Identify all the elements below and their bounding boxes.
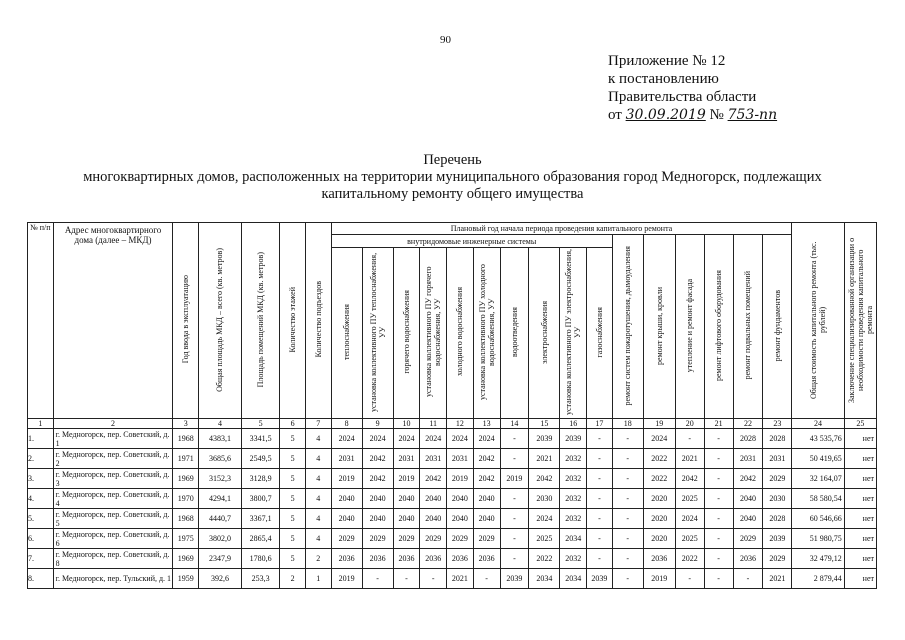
annex-line2: к постановлению: [608, 71, 719, 87]
table-cell: 2021: [763, 569, 792, 589]
address-cell: г. Медногорск, пер. Советский, д. 1: [53, 429, 173, 449]
table-cell: 2020: [643, 509, 675, 529]
table-cell: 2029: [331, 529, 362, 549]
table-cell: 2042: [362, 449, 393, 469]
table-row: [28, 549, 877, 569]
table-cell: 32 164,07: [792, 469, 844, 489]
annex-header: [608, 52, 777, 124]
header-address: Адрес многоквартирного дома (далее – МКД): [53, 223, 173, 419]
table-cell: 2029: [420, 529, 447, 549]
table-cell: 2029: [447, 529, 474, 549]
table-cell: нет: [844, 489, 876, 509]
table-cell: 2040: [473, 509, 500, 529]
annex-number: 753-пп: [727, 107, 778, 123]
column-number: 25: [844, 419, 876, 429]
table-cell: нет: [844, 549, 876, 569]
table-cell: 7.: [28, 549, 54, 569]
table-cell: нет: [844, 509, 876, 529]
address-cell: г. Медногорск, пер. Тульский, д. 1: [53, 569, 173, 589]
table-cell: 2040: [331, 509, 362, 529]
header-cost: Общая стоимость капитального ремонта (тыс. рублей): [792, 223, 844, 419]
table-cell: 4: [305, 469, 331, 489]
column-number: 3: [173, 419, 199, 429]
table-cell: 2029: [393, 529, 420, 549]
title-line3: капитальному ремонту общего имущества: [321, 186, 584, 202]
table-cell: 2021: [675, 449, 704, 469]
table-cell: 2040: [393, 509, 420, 529]
header-sub-electricity-meter: установка коллективного ПУ электроснабжения, УУ: [560, 248, 587, 419]
table-cell: 1968: [173, 509, 199, 529]
table-cell: 4294,1: [199, 489, 242, 509]
table-cell: 2025: [675, 529, 704, 549]
table-cell: 253,3: [241, 569, 279, 589]
table-cell: 2032: [560, 469, 587, 489]
table-cell: 2031: [393, 449, 420, 469]
table-row: [28, 469, 877, 489]
table-cell: 2039: [763, 529, 792, 549]
table-cell: 3152,3: [199, 469, 242, 489]
address-cell: г. Медногорск, пер. Советский, д. 3: [53, 469, 173, 489]
address-cell: г. Медногорск, пер. Советский, д. 2: [53, 449, 173, 469]
table-cell: -: [362, 569, 393, 589]
table-cell: 1969: [173, 469, 199, 489]
table-cell: 2024: [362, 429, 393, 449]
table-cell: 3.: [28, 469, 54, 489]
table-cell: 1959: [173, 569, 199, 589]
table-cell: 2024: [529, 509, 560, 529]
header-sub-sewerage: водоотведения: [500, 248, 529, 419]
table-cell: 2024: [473, 429, 500, 449]
table-cell: 3367,1: [241, 509, 279, 529]
table-cell: 3341,5: [241, 429, 279, 449]
column-number: 4: [199, 419, 242, 429]
table-cell: -: [704, 489, 733, 509]
header-foundation: ремонт фундаментов: [763, 235, 792, 419]
table-cell: 2040: [733, 509, 763, 529]
header-sub-electricity: электроснабжения: [529, 248, 560, 419]
column-number: 6: [280, 419, 306, 429]
page-number: 90: [440, 34, 451, 46]
table-cell: -: [704, 449, 733, 469]
table-cell: 6.: [28, 529, 54, 549]
table-cell: 2029: [733, 529, 763, 549]
header-year: Год ввода в эксплуатацию: [173, 223, 199, 419]
address-cell: г. Медногорск, пер. Советский, д. 8: [53, 549, 173, 569]
table-cell: 58 580,54: [792, 489, 844, 509]
table-cell: 5.: [28, 509, 54, 529]
header-sub-heating-meter: установка коллективного ПУ теплоснабжения, УУ: [362, 248, 393, 419]
table-cell: 2042: [675, 469, 704, 489]
document-title: [30, 152, 875, 203]
table-cell: 2042: [529, 469, 560, 489]
column-number: 13: [473, 419, 500, 429]
table-row: [28, 449, 877, 469]
table-cell: 2032: [560, 509, 587, 529]
table-cell: 2040: [420, 489, 447, 509]
table-cell: 2028: [733, 429, 763, 449]
table-cell: -: [704, 469, 733, 489]
table-cell: 2024: [643, 429, 675, 449]
table-cell: 4: [305, 529, 331, 549]
table-cell: 2034: [560, 529, 587, 549]
table-cell: -: [500, 429, 529, 449]
table-cell: 2039: [587, 569, 613, 589]
table-cell: -: [500, 489, 529, 509]
table-cell: 2032: [560, 449, 587, 469]
table-cell: 2036: [393, 549, 420, 569]
table-cell: 2034: [560, 569, 587, 589]
table-cell: 2042: [420, 469, 447, 489]
table-cell: 2020: [643, 489, 675, 509]
header-planned-year: Плановый год начала периода проведения капитального ремонта: [331, 223, 792, 235]
table-cell: 2020: [643, 529, 675, 549]
table-cell: 2031: [331, 449, 362, 469]
header-internal-systems: внутридомовые инженерные системы: [331, 235, 612, 248]
table-cell: 2042: [733, 469, 763, 489]
table-cell: 2031: [447, 449, 474, 469]
table-cell: 2.: [28, 449, 54, 469]
column-number: 24: [792, 419, 844, 429]
houses-table: [27, 222, 877, 589]
table-cell: -: [587, 469, 613, 489]
table-cell: 5: [280, 509, 306, 529]
table-row: [28, 489, 877, 509]
table-cell: 2021: [529, 449, 560, 469]
table-cell: -: [587, 549, 613, 569]
table-cell: 5: [280, 469, 306, 489]
table-cell: 2347,9: [199, 549, 242, 569]
header-sub-cold-water-meter: установка коллективного ПУ холодного водоснабжения, УУ: [473, 248, 500, 419]
table-cell: -: [675, 429, 704, 449]
annex-date: 30.09.2019: [625, 107, 706, 123]
header-lift: ремонт лифтового оборудования: [704, 235, 733, 419]
table-cell: 2021: [447, 569, 474, 589]
column-number: 7: [305, 419, 331, 429]
table-cell: 2: [305, 549, 331, 569]
column-number: 16: [560, 419, 587, 429]
column-number: 19: [643, 419, 675, 429]
table-cell: 4: [305, 449, 331, 469]
table-cell: 2030: [763, 489, 792, 509]
table-cell: 1970: [173, 489, 199, 509]
table-cell: 2029: [473, 529, 500, 549]
table-cell: -: [393, 569, 420, 589]
table-cell: нет: [844, 429, 876, 449]
header-fire: ремонт систем пожаротушения, дымоудаления: [612, 235, 643, 419]
table-cell: 1.: [28, 429, 54, 449]
table-cell: 2024: [675, 509, 704, 529]
table-cell: 2022: [675, 549, 704, 569]
table-cell: нет: [844, 449, 876, 469]
header-facade: утепление и ремонт фасада: [675, 235, 704, 419]
table-cell: нет: [844, 529, 876, 549]
annex-no: №: [709, 107, 724, 123]
table-cell: 2025: [675, 489, 704, 509]
table-cell: -: [587, 449, 613, 469]
header-sub-gas: газоснабжения: [587, 248, 613, 419]
column-number: 17: [587, 419, 613, 429]
table-cell: 2019: [643, 569, 675, 589]
table-cell: 2022: [529, 549, 560, 569]
table-cell: 2042: [473, 449, 500, 469]
header-roof: ремонт крыши, кровли: [643, 235, 675, 419]
table-cell: -: [704, 429, 733, 449]
table-cell: -: [704, 509, 733, 529]
table-cell: 2040: [473, 489, 500, 509]
table-cell: нет: [844, 469, 876, 489]
table-cell: 2042: [362, 469, 393, 489]
table-cell: 2039: [560, 429, 587, 449]
table-cell: 2028: [763, 429, 792, 449]
table-cell: 2024: [393, 429, 420, 449]
table-cell: 5: [280, 429, 306, 449]
table-cell: -: [420, 569, 447, 589]
table-cell: 2: [280, 569, 306, 589]
table-cell: 2019: [331, 569, 362, 589]
header-sub-hot-water: горячего водоснабжения: [393, 248, 420, 419]
table-cell: 2029: [362, 529, 393, 549]
table-cell: 5: [280, 549, 306, 569]
header-sub-heating: теплоснабжения: [331, 248, 362, 419]
table-cell: 4440,7: [199, 509, 242, 529]
table-cell: 2019: [331, 469, 362, 489]
table-cell: 2040: [362, 489, 393, 509]
table-cell: 2040: [447, 489, 474, 509]
table-cell: -: [587, 489, 613, 509]
table-cell: 2036: [643, 549, 675, 569]
column-number: 14: [500, 419, 529, 429]
table-cell: 4383,1: [199, 429, 242, 449]
table-cell: 4: [305, 429, 331, 449]
table-cell: 2040: [733, 489, 763, 509]
table-cell: 2031: [763, 449, 792, 469]
table-cell: 4.: [28, 489, 54, 509]
table-cell: нет: [844, 569, 876, 589]
table-cell: 2019: [393, 469, 420, 489]
table-cell: 2024: [447, 429, 474, 449]
column-number: 2: [53, 419, 173, 429]
table-cell: -: [612, 569, 643, 589]
table-cell: 2036: [473, 549, 500, 569]
table-cell: 60 546,66: [792, 509, 844, 529]
table-cell: -: [704, 569, 733, 589]
table-cell: 2031: [733, 449, 763, 469]
table-cell: 2036: [362, 549, 393, 569]
table-cell: -: [473, 569, 500, 589]
table-cell: -: [612, 509, 643, 529]
table-cell: 1969: [173, 549, 199, 569]
table-cell: 2040: [447, 509, 474, 529]
table-cell: 392,6: [199, 569, 242, 589]
column-number: 21: [704, 419, 733, 429]
table-cell: 3800,7: [241, 489, 279, 509]
column-number: 20: [675, 419, 704, 429]
table-cell: -: [733, 569, 763, 589]
table-cell: 2022: [643, 449, 675, 469]
column-number: 18: [612, 419, 643, 429]
table-cell: 2034: [529, 569, 560, 589]
annex-line3: Правительства области: [608, 89, 757, 105]
table-cell: 2040: [393, 489, 420, 509]
address-cell: г. Медногорск, пер. Советский, д. 6: [53, 529, 173, 549]
column-number: 10: [393, 419, 420, 429]
table-cell: 50 419,65: [792, 449, 844, 469]
table-cell: 2019: [447, 469, 474, 489]
table-cell: -: [612, 469, 643, 489]
column-number: 23: [763, 419, 792, 429]
table-cell: -: [612, 449, 643, 469]
header-entrances: Количество подъездов: [305, 223, 331, 419]
table-cell: 2030: [529, 489, 560, 509]
table-cell: 1: [305, 569, 331, 589]
column-number-row: [28, 419, 877, 429]
header-basement: ремонт подвальных помещений: [733, 235, 763, 419]
table-cell: -: [704, 529, 733, 549]
table-cell: 2549,5: [241, 449, 279, 469]
table-cell: 2025: [529, 529, 560, 549]
table-cell: 1975: [173, 529, 199, 549]
table-cell: 2031: [420, 449, 447, 469]
table-cell: 2036: [733, 549, 763, 569]
column-number: 9: [362, 419, 393, 429]
table-cell: 2039: [529, 429, 560, 449]
column-number: 1: [28, 419, 54, 429]
table-cell: 3128,9: [241, 469, 279, 489]
table-cell: -: [675, 569, 704, 589]
table-row: [28, 569, 877, 589]
title-line2: многоквартирных домов, расположенных на территории муниципального образования город Медногорск, подлежащих: [83, 169, 822, 185]
table-cell: 2022: [643, 469, 675, 489]
table-cell: -: [500, 449, 529, 469]
table-cell: 2019: [500, 469, 529, 489]
table-cell: 1780,6: [241, 549, 279, 569]
table-row: [28, 429, 877, 449]
table-row: [28, 509, 877, 529]
table-cell: -: [587, 429, 613, 449]
column-number: 11: [420, 419, 447, 429]
table-cell: 2 879,44: [792, 569, 844, 589]
table-cell: 2028: [763, 509, 792, 529]
table-cell: 43 535,76: [792, 429, 844, 449]
header-premises-area: Площадь помещений МКД (кв. метров): [241, 223, 279, 419]
table-cell: 8.: [28, 569, 54, 589]
table-cell: 1968: [173, 429, 199, 449]
table-cell: 5: [280, 489, 306, 509]
table-cell: 2024: [331, 429, 362, 449]
header-sub-cold-water: холодного водоснабжения: [447, 248, 474, 419]
title-line1: Перечень: [423, 152, 482, 168]
table-cell: 5: [280, 449, 306, 469]
table-cell: -: [612, 529, 643, 549]
annex-line1: Приложение № 12: [608, 53, 726, 69]
table-cell: 2040: [362, 509, 393, 529]
table-row: [28, 529, 877, 549]
address-cell: г. Медногорск, пер. Советский, д. 4: [53, 489, 173, 509]
column-number: 12: [447, 419, 474, 429]
table-cell: 2032: [560, 549, 587, 569]
table-cell: 2032: [560, 489, 587, 509]
header-floors: Количество этажей: [280, 223, 306, 419]
column-number: 22: [733, 419, 763, 429]
table-cell: -: [612, 429, 643, 449]
header-no: № п/п: [28, 223, 54, 419]
table-cell: 2036: [447, 549, 474, 569]
table-cell: 2036: [331, 549, 362, 569]
table-cell: 2029: [763, 549, 792, 569]
table-cell: 1971: [173, 449, 199, 469]
table-cell: 4: [305, 489, 331, 509]
address-cell: г. Медногорск, пер. Советский, д. 5: [53, 509, 173, 529]
table-cell: -: [500, 529, 529, 549]
table-cell: 2040: [420, 509, 447, 529]
table-cell: -: [500, 549, 529, 569]
column-number: 15: [529, 419, 560, 429]
table-cell: 3685,6: [199, 449, 242, 469]
table-cell: 3802,0: [199, 529, 242, 549]
table-cell: 2024: [420, 429, 447, 449]
table-cell: 2036: [420, 549, 447, 569]
table-cell: -: [587, 509, 613, 529]
column-number: 5: [241, 419, 279, 429]
table-cell: 5: [280, 529, 306, 549]
table-cell: 2042: [473, 469, 500, 489]
table-cell: -: [704, 549, 733, 569]
annex-prefix: от: [608, 107, 622, 123]
table-cell: 32 479,12: [792, 549, 844, 569]
column-number: 8: [331, 419, 362, 429]
table-cell: 2039: [500, 569, 529, 589]
table-cell: -: [500, 509, 529, 529]
table-cell: 2040: [331, 489, 362, 509]
annex-date-line: [608, 106, 777, 124]
table-cell: -: [612, 549, 643, 569]
table-cell: 2029: [763, 469, 792, 489]
table-cell: -: [612, 489, 643, 509]
table-cell: 2865,4: [241, 529, 279, 549]
header-sub-hot-water-meter: установка коллективного ПУ горячего водоснабжения, УУ: [420, 248, 447, 419]
header-total-area: Общая площадь МКД – всего (кв. метров): [199, 223, 242, 419]
table-cell: -: [587, 529, 613, 549]
table-cell: 51 980,75: [792, 529, 844, 549]
header-conclusion: Заключение специализированной организации о необходимости проведения капитального ремонта: [844, 223, 876, 419]
table-cell: 4: [305, 509, 331, 529]
